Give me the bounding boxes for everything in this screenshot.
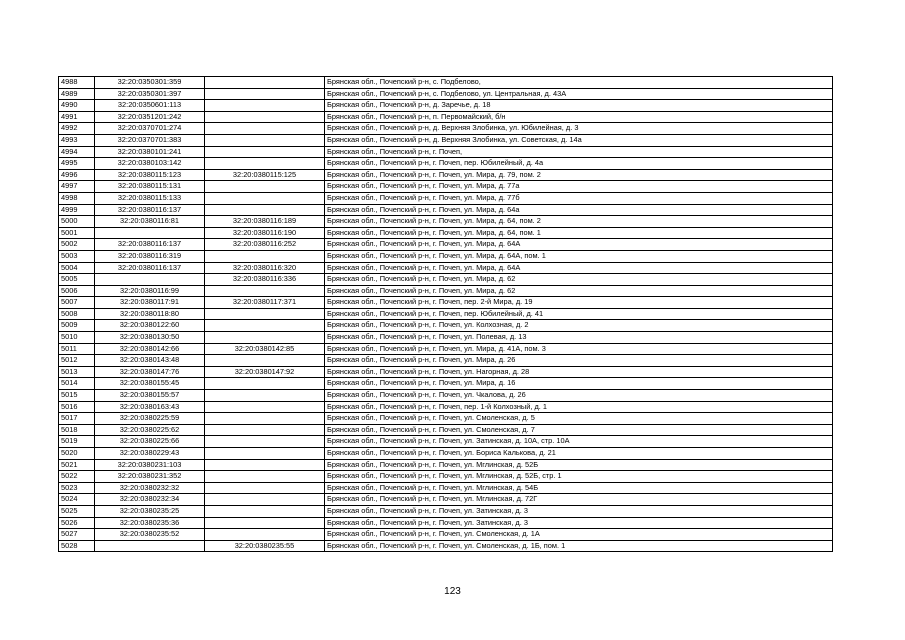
table-row (59, 308, 833, 320)
table-row (59, 216, 833, 228)
record-number-cell: 5010 (59, 332, 95, 344)
related-cadastral-number-cell (205, 401, 325, 413)
related-cadastral-number-cell: 32:20:0380115:125 (205, 169, 325, 181)
address-cell: Брянская обл., Почепский р-н, г. Почеп, ул. Смоленская, д. 1Б, пом. 1 (325, 540, 833, 552)
address-cell: Брянская обл., Почепский р-н, г. Почеп, ул. Колхозная, д. 2 (325, 320, 833, 332)
record-number-cell: 5003 (59, 250, 95, 262)
record-number-cell: 4991 (59, 111, 95, 123)
address-cell: Брянская обл., Почепский р-н, г. Почеп, ул. Мглинская, д. 52Б, стр. 1 (325, 471, 833, 483)
related-cadastral-number-cell (205, 332, 325, 344)
related-cadastral-number-cell (205, 459, 325, 471)
cadastral-number-cell (95, 227, 205, 239)
related-cadastral-number-cell: 32:20:0380116:320 (205, 262, 325, 274)
related-cadastral-number-cell (205, 123, 325, 135)
address-cell: Брянская обл., Почепский р-н, г. Почеп, ул. Нагорная, д. 28 (325, 366, 833, 378)
cadastral-number-cell: 32:20:0380116:319 (95, 250, 205, 262)
address-cell: Брянская обл., Почепский р-н, г. Почеп, ул. Смоленская, д. 5 (325, 413, 833, 425)
related-cadastral-number-cell (205, 146, 325, 158)
related-cadastral-number-cell: 32:20:0380116:189 (205, 216, 325, 228)
record-number-cell: 5018 (59, 424, 95, 436)
related-cadastral-number-cell (205, 390, 325, 402)
table-row (59, 355, 833, 367)
record-number-cell: 5020 (59, 448, 95, 460)
table-row (59, 158, 833, 170)
related-cadastral-number-cell (205, 285, 325, 297)
table-row (59, 239, 833, 251)
address-cell: Брянская обл., Почепский р-н, г. Почеп, пер. 1-й Колхозный, д. 1 (325, 401, 833, 413)
cadastral-number-cell: 32:20:0380115:131 (95, 181, 205, 193)
table-row (59, 204, 833, 216)
record-number-cell: 5005 (59, 274, 95, 286)
cadastral-number-cell: 32:20:0380232:32 (95, 482, 205, 494)
address-cell: Брянская обл., Почепский р-н, г. Почеп, ул. Смоленская, д. 1А (325, 529, 833, 541)
table-row (59, 401, 833, 413)
address-cell: Брянская обл., Почепский р-н, г. Почеп, ул. Мира, д. 79, пом. 2 (325, 169, 833, 181)
table-row (59, 262, 833, 274)
address-cell: Брянская обл., Почепский р-н, г. Почеп, ул. Мира, д. 16 (325, 378, 833, 390)
table-row (59, 413, 833, 425)
related-cadastral-number-cell (205, 88, 325, 100)
record-number-cell: 4999 (59, 204, 95, 216)
table-row (59, 378, 833, 390)
record-number-cell: 4994 (59, 146, 95, 158)
record-number-cell: 5008 (59, 308, 95, 320)
cadastral-number-cell: 32:20:0370701:274 (95, 123, 205, 135)
table-row (59, 471, 833, 483)
page-number: 123 (444, 586, 461, 597)
related-cadastral-number-cell (205, 204, 325, 216)
table-row (59, 111, 833, 123)
table-row (59, 146, 833, 158)
record-number-cell: 5023 (59, 482, 95, 494)
related-cadastral-number-cell (205, 77, 325, 89)
address-cell: Брянская обл., Почепский р-н, г. Почеп, ул. Затинская, д. 3 (325, 505, 833, 517)
cadastral-number-cell: 32:20:0380116:137 (95, 239, 205, 251)
cadastral-number-cell: 32:20:0380115:123 (95, 169, 205, 181)
record-number-cell: 5009 (59, 320, 95, 332)
cadastral-number-cell: 32:20:0380225:62 (95, 424, 205, 436)
table-row (59, 332, 833, 344)
table-row (59, 274, 833, 286)
cadastral-number-cell: 32:20:0380235:52 (95, 529, 205, 541)
table-row (59, 250, 833, 262)
record-number-cell: 4988 (59, 77, 95, 89)
address-cell: Брянская обл., Почепский р-н, г. Почеп, ул. Бориса Калькова, д. 21 (325, 448, 833, 460)
table-row (59, 88, 833, 100)
address-cell: Брянская обл., Почепский р-н, д. Заречье, д. 18 (325, 100, 833, 112)
related-cadastral-number-cell (205, 436, 325, 448)
address-cell: Брянская обл., Почепский р-н, г. Почеп, ул. Затинская, д. 3 (325, 517, 833, 529)
address-cell: Брянская обл., Почепский р-н, с. Подбелово, ул. Центральная, д. 43А (325, 88, 833, 100)
cadastral-number-cell (95, 274, 205, 286)
related-cadastral-number-cell: 32:20:0380142:85 (205, 343, 325, 355)
property-register-table (58, 76, 833, 552)
cadastral-number-cell: 32:20:0380101:241 (95, 146, 205, 158)
cadastral-number-cell: 32:20:0380130:50 (95, 332, 205, 344)
cadastral-number-cell: 32:20:0380155:57 (95, 390, 205, 402)
cadastral-number-cell: 32:20:0380117:91 (95, 297, 205, 309)
cadastral-number-cell: 32:20:0380231:103 (95, 459, 205, 471)
related-cadastral-number-cell (205, 308, 325, 320)
cadastral-number-cell: 32:20:0370701:383 (95, 134, 205, 146)
record-number-cell: 4990 (59, 100, 95, 112)
record-number-cell: 5014 (59, 378, 95, 390)
record-number-cell: 5028 (59, 540, 95, 552)
address-cell: Брянская обл., Почепский р-н, г. Почеп, ул. Мглинская, д. 72Г (325, 494, 833, 506)
record-number-cell: 5019 (59, 436, 95, 448)
address-cell: Брянская обл., Почепский р-н, г. Почеп, ул. Мира, д. 64, пом. 1 (325, 227, 833, 239)
cadastral-number-cell: 32:20:0350301:397 (95, 88, 205, 100)
record-number-cell: 4997 (59, 181, 95, 193)
cadastral-number-cell: 32:20:0380116:81 (95, 216, 205, 228)
table-row (59, 192, 833, 204)
cadastral-number-cell: 32:20:0380163:43 (95, 401, 205, 413)
cadastral-number-cell: 32:20:0380147:76 (95, 366, 205, 378)
table-row (59, 529, 833, 541)
table-row (59, 77, 833, 89)
address-cell: Брянская обл., Почепский р-н, г. Почеп, пер. 2-й Мира, д. 19 (325, 297, 833, 309)
address-cell: Брянская обл., Почепский р-н, д. Верхняя Злобинка, ул. Советская, д. 14а (325, 134, 833, 146)
record-number-cell: 5022 (59, 471, 95, 483)
table-row (59, 123, 833, 135)
record-number-cell: 5007 (59, 297, 95, 309)
related-cadastral-number-cell (205, 111, 325, 123)
table-row (59, 494, 833, 506)
table-row (59, 482, 833, 494)
table-row (59, 390, 833, 402)
record-number-cell: 4993 (59, 134, 95, 146)
address-cell: Брянская обл., Почепский р-н, г. Почеп, ул. Мира, д. 77б (325, 192, 833, 204)
table-row (59, 320, 833, 332)
cadastral-number-cell: 32:20:0380225:59 (95, 413, 205, 425)
table-row (59, 505, 833, 517)
table-row (59, 181, 833, 193)
address-cell: Брянская обл., Почепский р-н, д. Верхняя Злобинка, ул. Юбилейная, д. 3 (325, 123, 833, 135)
related-cadastral-number-cell (205, 482, 325, 494)
address-cell: Брянская обл., Почепский р-н, п. Первомайский, б/н (325, 111, 833, 123)
record-number-cell: 5011 (59, 343, 95, 355)
related-cadastral-number-cell: 32:20:0380116:336 (205, 274, 325, 286)
record-number-cell: 5006 (59, 285, 95, 297)
record-number-cell: 4995 (59, 158, 95, 170)
cadastral-number-cell: 32:20:0380103:142 (95, 158, 205, 170)
table-row (59, 436, 833, 448)
cadastral-number-cell (95, 540, 205, 552)
cadastral-number-cell: 32:20:0351201:242 (95, 111, 205, 123)
record-number-cell: 5013 (59, 366, 95, 378)
table-row (59, 540, 833, 552)
address-cell: Брянская обл., Почепский р-н, г. Почеп, ул. Мглинская, д. 52Б (325, 459, 833, 471)
cadastral-number-cell: 32:20:0380225:66 (95, 436, 205, 448)
related-cadastral-number-cell: 32:20:0380235:55 (205, 540, 325, 552)
related-cadastral-number-cell (205, 424, 325, 436)
cadastral-number-cell: 32:20:0380118:80 (95, 308, 205, 320)
address-cell: Брянская обл., Почепский р-н, г. Почеп, ул. Мира, д. 26 (325, 355, 833, 367)
cadastral-number-cell: 32:20:0350301:359 (95, 77, 205, 89)
table-row (59, 297, 833, 309)
table-row (59, 100, 833, 112)
record-number-cell: 5012 (59, 355, 95, 367)
address-cell: Брянская обл., Почепский р-н, г. Почеп, ул. Затинская, д. 10А, стр. 10А (325, 436, 833, 448)
record-number-cell: 5025 (59, 505, 95, 517)
related-cadastral-number-cell (205, 413, 325, 425)
record-number-cell: 5015 (59, 390, 95, 402)
address-cell: Брянская обл., Почепский р-н, с. Подбелово, (325, 77, 833, 89)
table-row (59, 424, 833, 436)
record-number-cell: 4992 (59, 123, 95, 135)
address-cell: Брянская обл., Почепский р-н, г. Почеп, ул. Мира, д. 62 (325, 274, 833, 286)
address-cell: Брянская обл., Почепский р-н, г. Почеп, ул. Мира, д. 41А, пом. 3 (325, 343, 833, 355)
address-cell: Брянская обл., Почепский р-н, г. Почеп, ул. Мира, д. 64А (325, 239, 833, 251)
table-row (59, 227, 833, 239)
record-number-cell: 5016 (59, 401, 95, 413)
related-cadastral-number-cell (205, 355, 325, 367)
related-cadastral-number-cell (205, 100, 325, 112)
table-row (59, 134, 833, 146)
cadastral-number-cell: 32:20:0380115:133 (95, 192, 205, 204)
address-cell: Брянская обл., Почепский р-н, г. Почеп, ул. Мира, д. 64А (325, 262, 833, 274)
address-cell: Брянская обл., Почепский р-н, г. Почеп, ул. Полевая, д. 13 (325, 332, 833, 344)
record-number-cell: 5021 (59, 459, 95, 471)
address-cell: Брянская обл., Почепский р-н, г. Почеп, пер. Юбилейный, д. 4а (325, 158, 833, 170)
table-row (59, 459, 833, 471)
cadastral-number-cell: 32:20:0380155:45 (95, 378, 205, 390)
related-cadastral-number-cell (205, 134, 325, 146)
related-cadastral-number-cell (205, 378, 325, 390)
record-number-cell: 5001 (59, 227, 95, 239)
related-cadastral-number-cell (205, 158, 325, 170)
address-cell: Брянская обл., Почепский р-н, г. Почеп, ул. Чкалова, д. 26 (325, 390, 833, 402)
table-row (59, 169, 833, 181)
address-cell: Брянская обл., Почепский р-н, г. Почеп, ул. Мира, д. 64, пом. 2 (325, 216, 833, 228)
record-number-cell: 5024 (59, 494, 95, 506)
address-cell: Брянская обл., Почепский р-н, г. Почеп, ул. Смоленская, д. 7 (325, 424, 833, 436)
cadastral-number-cell: 32:20:0380116:137 (95, 262, 205, 274)
address-cell: Брянская обл., Почепский р-н, г. Почеп, пер. Юбилейный, д. 41 (325, 308, 833, 320)
related-cadastral-number-cell (205, 529, 325, 541)
cadastral-number-cell: 32:20:0350601:113 (95, 100, 205, 112)
related-cadastral-number-cell: 32:20:0380117:371 (205, 297, 325, 309)
cadastral-number-cell: 32:20:0380231:352 (95, 471, 205, 483)
cadastral-number-cell: 32:20:0380116:99 (95, 285, 205, 297)
record-number-cell: 5004 (59, 262, 95, 274)
related-cadastral-number-cell (205, 494, 325, 506)
table-row (59, 448, 833, 460)
address-cell: Брянская обл., Почепский р-н, г. Почеп, ул. Мира, д. 77а (325, 181, 833, 193)
cadastral-number-cell: 32:20:0380142:66 (95, 343, 205, 355)
cadastral-number-cell: 32:20:0380229:43 (95, 448, 205, 460)
related-cadastral-number-cell: 32:20:0380116:190 (205, 227, 325, 239)
related-cadastral-number-cell (205, 320, 325, 332)
related-cadastral-number-cell (205, 505, 325, 517)
address-cell: Брянская обл., Почепский р-н, г. Почеп, ул. Мглинская, д. 54Б (325, 482, 833, 494)
record-number-cell: 4996 (59, 169, 95, 181)
record-number-cell: 4989 (59, 88, 95, 100)
record-number-cell: 5027 (59, 529, 95, 541)
table-row (59, 285, 833, 297)
record-number-cell: 5026 (59, 517, 95, 529)
register-table-body (59, 77, 833, 552)
related-cadastral-number-cell (205, 250, 325, 262)
related-cadastral-number-cell: 32:20:0380116:252 (205, 239, 325, 251)
cadastral-number-cell: 32:20:0380235:25 (95, 505, 205, 517)
address-cell: Брянская обл., Почепский р-н, г. Почеп, ул. Мира, д. 64А, пом. 1 (325, 250, 833, 262)
cadastral-number-cell: 32:20:0380232:34 (95, 494, 205, 506)
table-row (59, 517, 833, 529)
address-cell: Брянская обл., Почепский р-н, г. Почеп, ул. Мира, д. 62 (325, 285, 833, 297)
cadastral-number-cell: 32:20:0380122:60 (95, 320, 205, 332)
address-cell: Брянская обл., Почепский р-н, г. Почеп, ул. Мира, д. 64а (325, 204, 833, 216)
related-cadastral-number-cell (205, 517, 325, 529)
cadastral-number-cell: 32:20:0380143:48 (95, 355, 205, 367)
related-cadastral-number-cell (205, 471, 325, 483)
related-cadastral-number-cell (205, 181, 325, 193)
related-cadastral-number-cell (205, 192, 325, 204)
record-number-cell: 5017 (59, 413, 95, 425)
table-row (59, 366, 833, 378)
record-number-cell: 4998 (59, 192, 95, 204)
record-number-cell: 5002 (59, 239, 95, 251)
table-row (59, 343, 833, 355)
related-cadastral-number-cell (205, 448, 325, 460)
cadastral-number-cell: 32:20:0380235:36 (95, 517, 205, 529)
record-number-cell: 5000 (59, 216, 95, 228)
related-cadastral-number-cell: 32:20:0380147:92 (205, 366, 325, 378)
address-cell: Брянская обл., Почепский р-н, г. Почеп, (325, 146, 833, 158)
cadastral-number-cell: 32:20:0380116:137 (95, 204, 205, 216)
